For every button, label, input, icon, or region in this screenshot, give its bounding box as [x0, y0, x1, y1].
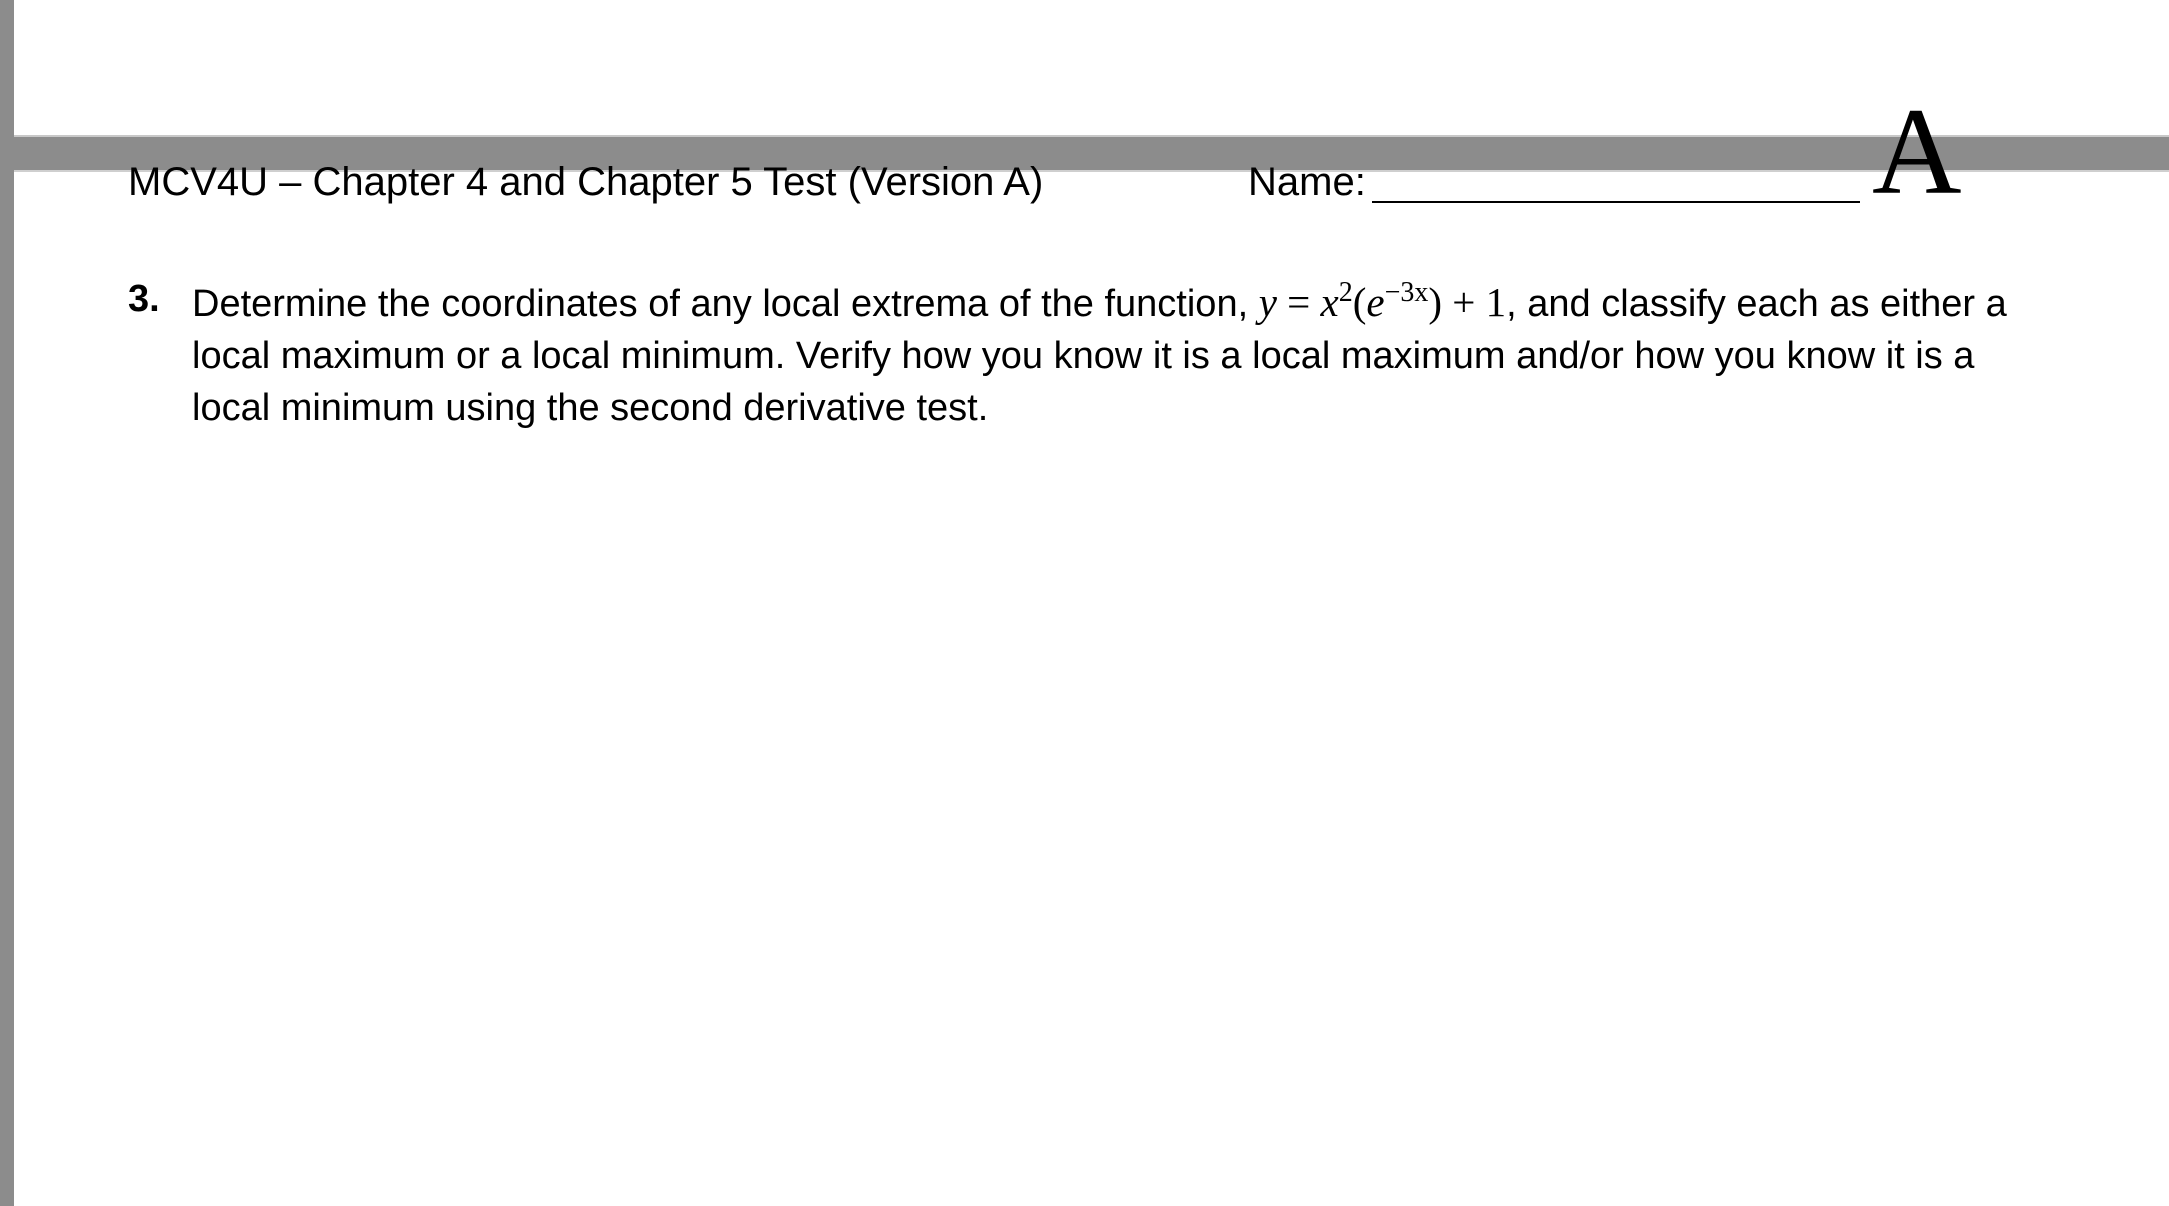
- name-blank-line: [1372, 201, 1860, 203]
- equation-exponent-1: 2: [1338, 277, 1353, 308]
- version-letter: A: [1872, 83, 1962, 220]
- name-label: Name:: [1248, 160, 1366, 204]
- test-title: MCV4U – Chapter 4 and Chapter 5 Test (Version A): [128, 160, 1044, 204]
- equation-close-paren: ): [1428, 279, 1443, 325]
- equation-equals: =: [1276, 279, 1321, 325]
- question-text: [192, 276, 2032, 434]
- equation-open-paren: (: [1352, 279, 1367, 325]
- equation-inner-base: e: [1366, 279, 1385, 325]
- question-text-before: Determine the coordinates of any local extrema of the function,: [192, 283, 1259, 325]
- question-number: 3.: [128, 278, 160, 320]
- equation-base: x: [1320, 279, 1339, 325]
- equation-lhs: y: [1258, 279, 1277, 325]
- function-equation: [1259, 279, 1506, 325]
- previous-page: [14, 0, 2169, 137]
- equation-tail: + 1: [1442, 279, 1507, 325]
- equation-exponent-2: −3x: [1384, 277, 1429, 308]
- question-text-after: , and classify each as either a local maximum or a local minimum. Verify how you know it is a local maximum and/or how you know it is a local minimum using the second derivative test.: [192, 283, 2007, 429]
